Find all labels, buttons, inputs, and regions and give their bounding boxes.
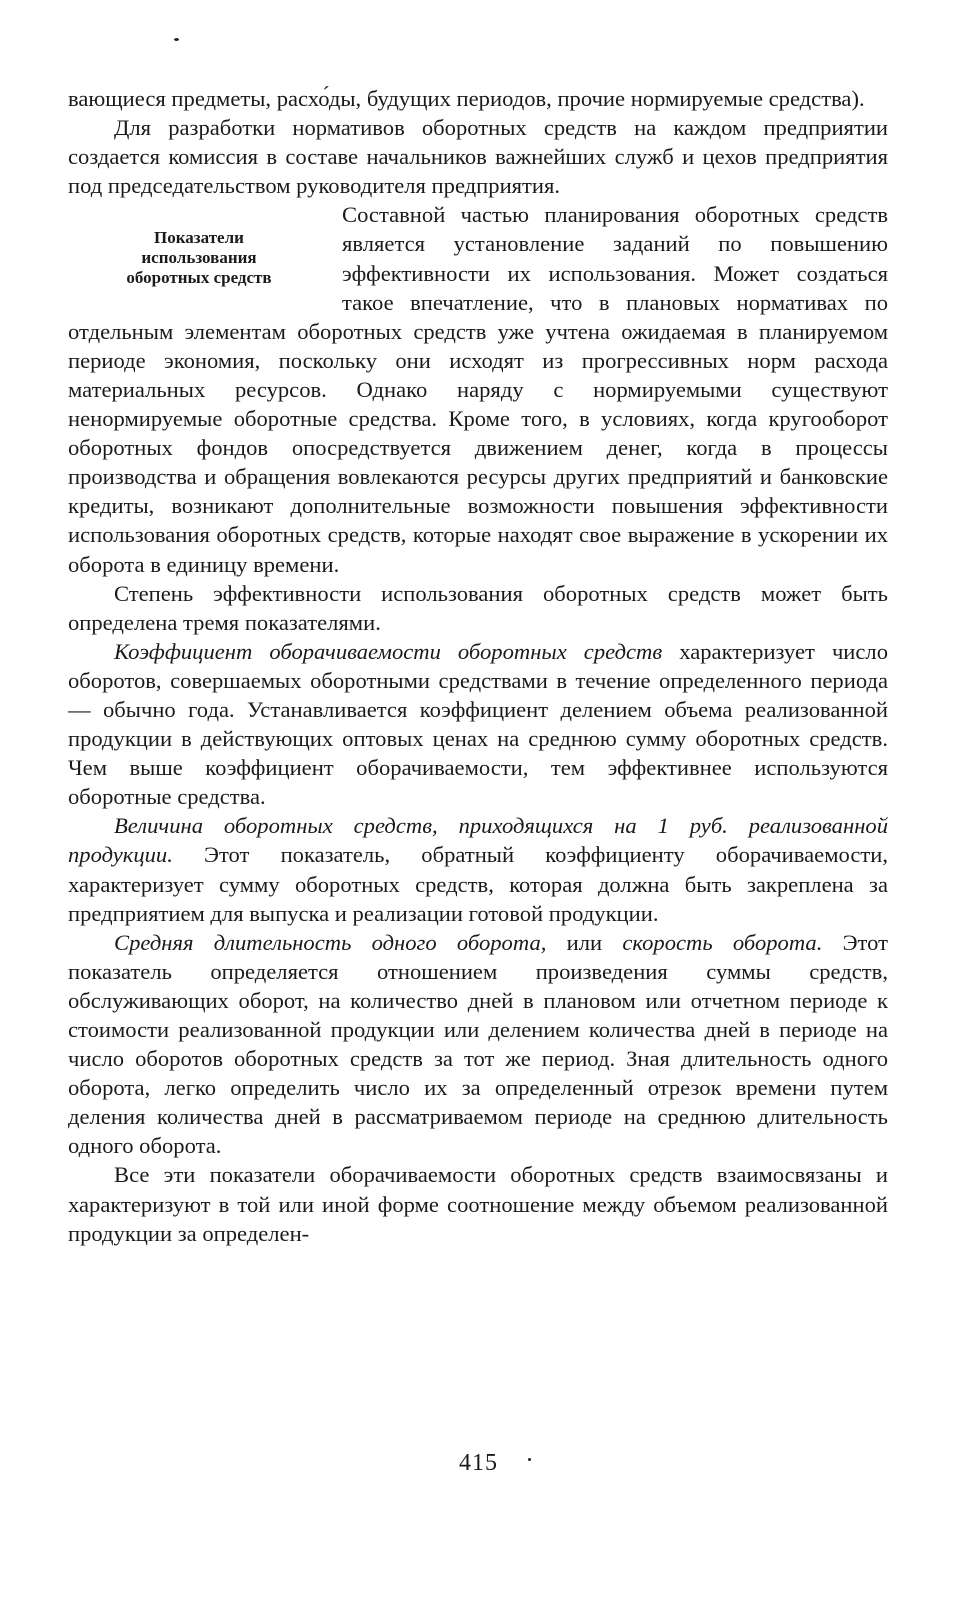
paragraph-interrelation: Все эти показатели оборачиваемости оборотных средств взаимосвязаны и характеризуют в той или иной форме соотношение между объемом реализованной продукции за определен- (68, 1162, 888, 1246)
paragraph-turnover-ratio (68, 637, 888, 812)
paragraph-three-indicators: Степень эффективности использования оборотных средств может быть определена тремя показателями. (68, 580, 888, 635)
section-with-sidehead (68, 200, 888, 578)
print-speck (528, 1458, 531, 1461)
paragraph-continuation: вающиеся предметы, расхо́ды, будущих периодов, прочие нормируемые средства). (68, 86, 865, 111)
paragraph-turnover-duration-text: Этот показатель определяется отношением произведения суммы средств, обслуживающих оборот, на количество дней в плановом или отчетном периоде к стоимости реализованной продукции или делением количества дней в периоде на число оборотов оборотных средств за тот же период. Зная длительность одного оборота, легко определить число их за определенный отрезок времени путем деления количества дней в рассматриваемом периоде на среднюю длительность одного оборота. (68, 929, 888, 1159)
term-turnover-speed: скорость оборота. (622, 929, 823, 955)
print-speck (174, 38, 179, 41)
conjunction-or: или (546, 929, 623, 955)
sidehead-line-1: Показатели (154, 228, 244, 248)
paragraph-funds-per-ruble-text: Этот показатель, обратный коэффициенту оборачиваемости, характеризует сумму оборотных средств, которая должна быть закреплена за предприятием для выпуска и реализации готовой продукции. (68, 842, 888, 926)
paragraph-commission: Для разработки нормативов оборотных средств на каждом предприятии создается комиссия в составе начальников важнейших служб и цехов предприятия под председательством руководителя предприятия. (68, 115, 888, 199)
page-body (68, 84, 888, 1248)
term-turnover-duration: Средняя длительность одного оборота, (114, 929, 547, 955)
sidehead-line-3: оборотных средств (126, 268, 272, 288)
paragraph-turnover-ratio-text: характеризует число оборотов, совершаемых оборотными средствами в течение определенного периода — обычно года. Устанавливается коэффициент делением объема реализованной продукции в действующих оптовых ценах на среднюю сумму оборотных средств. Чем выше коэффициент оборачиваемости, тем эффективнее используются оборотные средства. (68, 638, 888, 810)
paragraph-planning: Составной частью планирования оборотных средств является установление заданий по повышению эффективности их использования. Может создаться такое впечатление, что в плановых нормативах по отдельным элементам оборотных средств уже учтена ожидаемая в планируемом периоде экономия, поскольку они исходят из прогрессивных норм расхода материальных ресурсов. Однако наряду с нормируемыми существуют ненормируемые оборотные средства. Кроме того, в условиях, когда кругооборот оборотных фондов опосредствуется движением денег, когда в процессы производства и обращения вовлекаются ресурсы других предприятий и банковские кредиты, возникают дополнительные возможности повышения эффективности использования оборотных средств, которые находят свое выражение в ускорении их оборота в единицу времени. (68, 202, 888, 577)
paragraph-funds-per-ruble (68, 811, 888, 927)
term-turnover-ratio: Коэффициент оборачиваемости оборотных средств (114, 638, 663, 664)
page-number: 415 (459, 1450, 498, 1476)
paragraph-turnover-duration (68, 928, 888, 1161)
section-sidehead (68, 228, 330, 288)
term-funds-per-ruble: Величина оборотных средств, приходящихся на 1 руб. реализованной продукции. (68, 813, 888, 868)
sidehead-line-2: использования (141, 248, 257, 268)
